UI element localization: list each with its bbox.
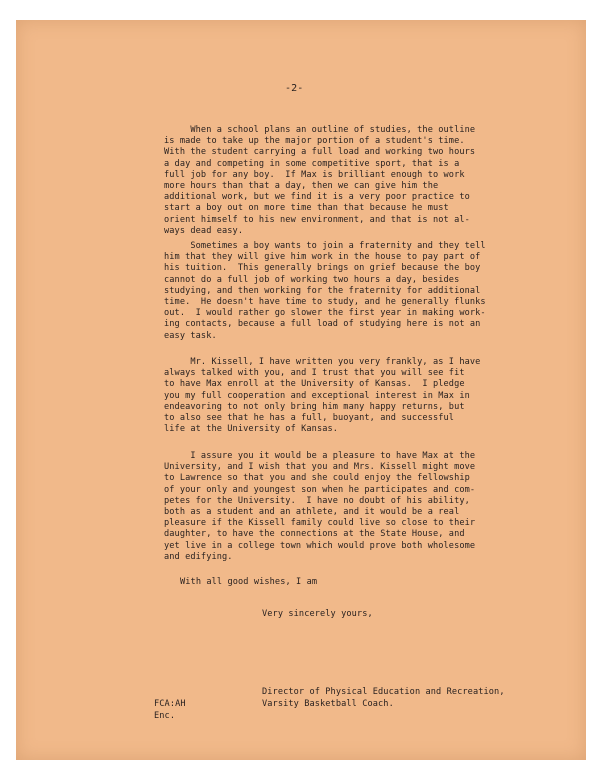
enclosure-note: Enc. xyxy=(154,711,176,721)
paragraph-study-load: When a school plans an outline of studies, the outline is made to take up the major portion of a student's time. With the student carrying a full load and working two hours a day and competing in some competitive sport, that is a full job for any boy. If Max is brilliant enough to work more hours than that a day, then we can give him the additional work, but we find it is a very poor practice to start a boy out on more time than that because he must orient himself to his new environment, and that is not al- ways dead easy. xyxy=(164,125,476,236)
reference-initials: FCA:AH xyxy=(154,699,186,709)
page-number: -2- xyxy=(285,83,304,94)
paragraph-enrollment-pledge: Mr. Kissell, I have written you very frankly, as I have always talked with you, and I trust that you will see fit to have Max enroll at the University of Kansas. I pledge you my full cooperation and exceptional interest in Max in endeavoring to not only bring him many happy returns, but to also see that he has a full, buoyant, and successful life at the University of Kansas. xyxy=(164,357,481,435)
signature-title-director: Director of Physical Education and Recreation, xyxy=(262,687,505,697)
valediction: Very sincerely yours, xyxy=(262,609,373,619)
paragraph-family-invitation: I assure you it would be a pleasure to have Max at the University, and I wish that you and Mrs. Kissell might move to Lawrence so that you and she could enjoy the fellowship of your only and youngest son when he participates and com- petes for the University. I have no doubt of his ability, both as a student and an athlete, and it would be a real pleasure if the Kissell family could live so close to their daughter, to have the connections at the State House, and yet live in a college town which would prove both wholesome and edifying. xyxy=(164,451,476,562)
signature-title-coach: Varsity Basketball Coach. xyxy=(262,699,394,709)
closing-line: With all good wishes, I am xyxy=(180,577,318,587)
paragraph-fraternity: Sometimes a boy wants to join a fraternity and they tell him that they will give him work in the house to pay part of his tuition. This generally brings on grief because the boy cannot do a full job of working two hours a day, besides studying, and then working for the fraternity for additional time. He doesn't have time to study, and he generally flunks out. I would rather go slower the first year in making work- ing contacts, because a full load of studying here is not an easy task. xyxy=(164,241,486,341)
